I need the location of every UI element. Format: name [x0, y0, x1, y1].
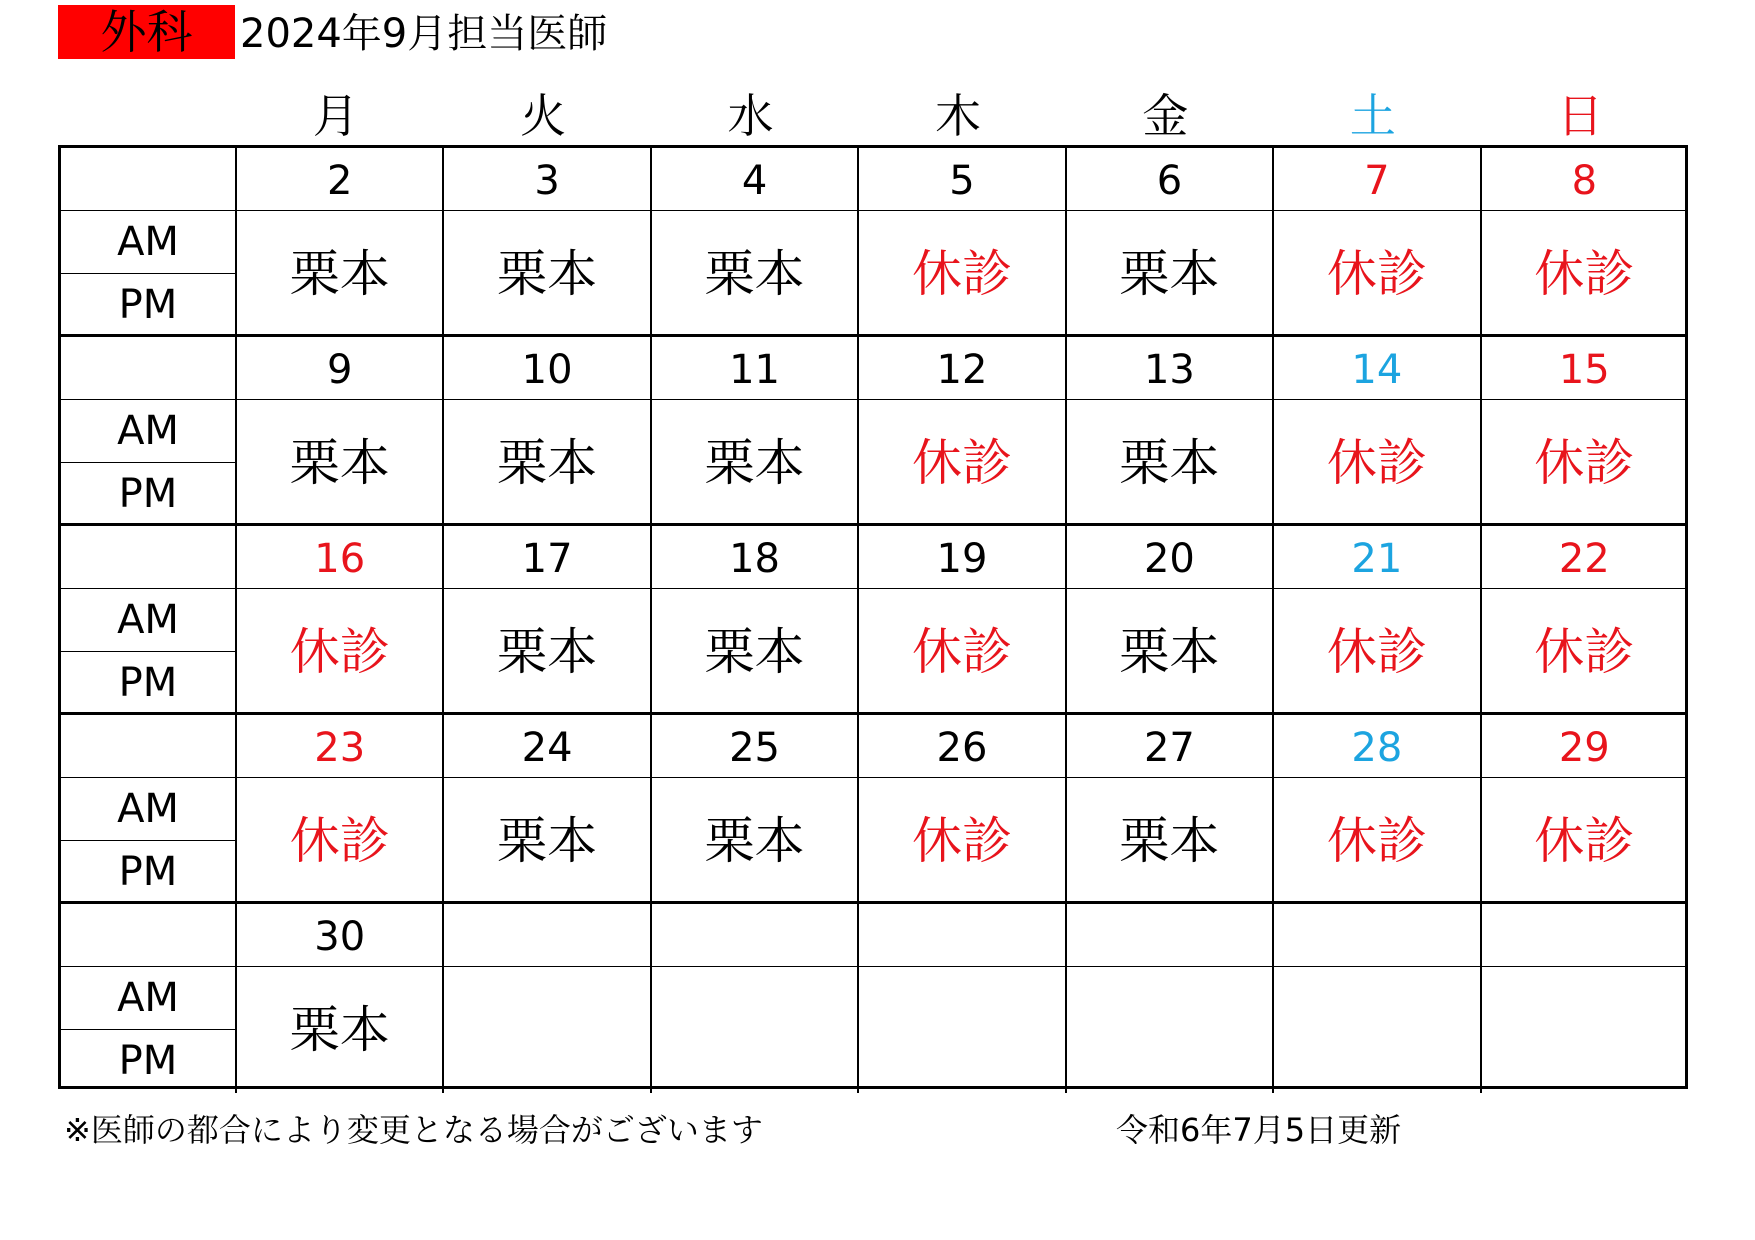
doctor-assignment: 休診 [911, 623, 1012, 681]
day-cell [1480, 337, 1687, 526]
day-number: 18 [729, 536, 781, 582]
day-cell [442, 526, 649, 715]
day-number: 3 [534, 158, 560, 204]
day-number: 10 [521, 347, 573, 393]
am-label: AM [61, 400, 235, 463]
day-cell [1480, 904, 1687, 1093]
day-cell [1480, 715, 1687, 904]
day-number: 28 [1351, 725, 1403, 771]
day-number: 13 [1143, 347, 1195, 393]
doctor-assignment: 栗本 [497, 812, 598, 870]
department-badge: 外科 [58, 5, 235, 59]
am-pm-labels [61, 967, 235, 1093]
pm-label: PM [118, 1038, 178, 1084]
day-cell [1480, 148, 1687, 337]
day-cell [1065, 526, 1272, 715]
day-cell [235, 526, 442, 715]
pm-label: PM [118, 849, 178, 895]
doctor-assignment: 休診 [1534, 812, 1635, 870]
day-cell [1272, 904, 1479, 1093]
day-cell [1272, 526, 1479, 715]
pm-label: PM [118, 282, 178, 328]
weekday-label: 金 [1142, 89, 1189, 143]
day-number: 4 [741, 158, 768, 204]
day-number: 5 [949, 158, 975, 204]
day-number: 6 [1156, 158, 1183, 204]
am-label: AM [61, 967, 235, 1030]
weekday-label: 火 [520, 89, 567, 143]
day-number: 29 [1558, 725, 1610, 771]
day-cell [235, 148, 442, 337]
doctor-assignment: 栗本 [1119, 434, 1220, 492]
doctor-assignment: 休診 [911, 812, 1012, 870]
doctor-assignment: 栗本 [497, 434, 598, 492]
doctor-assignment: 栗本 [497, 245, 598, 303]
day-number: 19 [936, 536, 988, 582]
day-cell [650, 337, 857, 526]
pm-label: PM [118, 471, 178, 517]
day-number: 2 [326, 158, 353, 204]
day-cell [1272, 148, 1479, 337]
day-number: 27 [1143, 725, 1195, 771]
am-label: AM [61, 589, 235, 652]
day-number: 8 [1571, 158, 1598, 204]
day-cell [650, 715, 857, 904]
doctor-assignment: 栗本 [704, 812, 805, 870]
week-row [61, 334, 1685, 526]
doctor-assignment: 休診 [1326, 245, 1427, 303]
day-number [1274, 904, 1479, 967]
weekday-label: 月 [312, 89, 359, 143]
day-cell [442, 715, 649, 904]
am-label: AM [61, 211, 235, 274]
day-number: 9 [326, 347, 353, 393]
day-number: 20 [1143, 536, 1195, 582]
doctor-assignment: 休診 [1534, 623, 1635, 681]
doctor-assignment: 休診 [1534, 245, 1635, 303]
am-pm-labels [61, 400, 235, 526]
day-cell [857, 904, 1064, 1093]
day-cell [235, 337, 442, 526]
doctor-assignment: 休診 [289, 812, 390, 870]
doctor-assignment: 栗本 [289, 1001, 390, 1059]
day-number: 11 [729, 347, 781, 393]
day-cell [1272, 337, 1479, 526]
day-number [1067, 904, 1272, 967]
week-row [61, 901, 1685, 1093]
updated-date: 令和6年7月5日更新 [1116, 1111, 1402, 1149]
schedule-table [58, 145, 1688, 1089]
doctor-assignment: 休診 [911, 434, 1012, 492]
day-number [859, 904, 1064, 967]
doctor-assignment [1482, 967, 1687, 1093]
doctor-assignment [444, 967, 649, 1093]
weekday-label: 水 [727, 89, 774, 143]
week-row [61, 523, 1685, 715]
doctor-assignment [859, 967, 1064, 1093]
day-number: 15 [1558, 347, 1610, 393]
day-cell [1065, 715, 1272, 904]
am-pm-labels [61, 589, 235, 715]
doctor-assignment: 栗本 [1119, 812, 1220, 870]
day-number [444, 904, 649, 967]
doctor-assignment: 栗本 [289, 245, 390, 303]
day-number: 22 [1558, 536, 1610, 582]
page-title: 2024年9月担当医師 [240, 11, 608, 57]
doctor-assignment: 休診 [1326, 812, 1427, 870]
day-number [652, 904, 857, 967]
doctor-assignment: 栗本 [497, 623, 598, 681]
doctor-assignment [1067, 967, 1272, 1093]
day-number: 14 [1351, 347, 1403, 393]
am-pm-labels [61, 778, 235, 904]
day-number: 7 [1364, 158, 1390, 204]
day-number: 12 [936, 347, 988, 393]
day-cell [442, 904, 649, 1093]
doctor-assignment: 栗本 [704, 245, 805, 303]
day-cell [857, 715, 1064, 904]
day-cell [857, 337, 1064, 526]
doctor-assignment: 栗本 [1119, 623, 1220, 681]
day-cell [1065, 337, 1272, 526]
doctor-assignment [652, 967, 857, 1093]
am-label: AM [61, 778, 235, 841]
day-number: 17 [521, 536, 573, 582]
weekday-label: 土 [1349, 89, 1396, 143]
doctor-assignment: 休診 [1326, 623, 1427, 681]
doctor-assignment [1274, 967, 1479, 1093]
day-cell [650, 526, 857, 715]
week-row [61, 148, 1685, 337]
day-cell [1065, 148, 1272, 337]
day-cell [1480, 526, 1687, 715]
day-cell [650, 148, 857, 337]
doctor-assignment: 休診 [1326, 434, 1427, 492]
weekday-label: 木 [934, 89, 981, 143]
day-number: 16 [314, 536, 366, 582]
day-cell [442, 148, 649, 337]
day-number: 30 [314, 914, 366, 960]
day-number: 26 [936, 725, 988, 771]
day-cell [1065, 904, 1272, 1093]
day-cell [857, 526, 1064, 715]
day-cell [857, 148, 1064, 337]
change-notice: ※医師の都合により変更となる場合がございます [64, 1111, 763, 1149]
weekday-header [232, 88, 1684, 144]
doctor-assignment: 栗本 [704, 434, 805, 492]
day-cell [442, 337, 649, 526]
day-number: 23 [314, 725, 366, 771]
day-cell [235, 904, 442, 1093]
day-cell [235, 715, 442, 904]
day-number: 21 [1351, 536, 1403, 582]
day-number: 25 [729, 725, 781, 771]
week-row [61, 712, 1685, 904]
day-cell [650, 904, 857, 1093]
day-cell [1272, 715, 1479, 904]
weekday-label: 日 [1557, 89, 1604, 143]
doctor-assignment: 休診 [911, 245, 1012, 303]
doctor-assignment: 休診 [1534, 434, 1635, 492]
pm-label: PM [118, 660, 178, 706]
doctor-assignment: 栗本 [1119, 245, 1220, 303]
am-pm-labels [61, 211, 235, 337]
doctor-assignment: 休診 [289, 623, 390, 681]
day-number: 24 [521, 725, 573, 771]
doctor-assignment: 栗本 [289, 434, 390, 492]
day-number [1482, 904, 1687, 967]
doctor-assignment: 栗本 [704, 623, 805, 681]
